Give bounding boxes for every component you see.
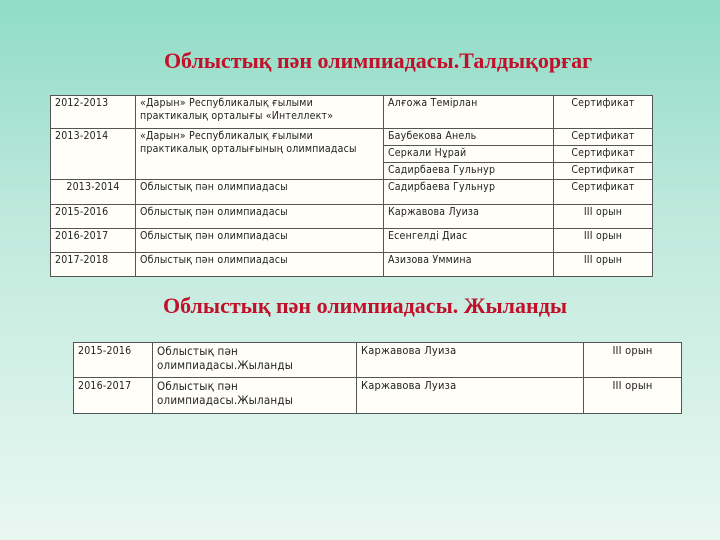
year-cell: 2015-2016 [51, 205, 136, 229]
result-cell: Сертификат [554, 96, 653, 129]
event-cell: Облыстық пән олимпиадасы [136, 180, 384, 205]
title-taldykorgan: Облыстық пән олимпиадасы.Талдықорғаг [163, 48, 593, 73]
result-cell: ІІІ орын [554, 253, 653, 277]
title-zhylandy: Облыстық пән олимпиадасы. Жыланды [162, 293, 567, 318]
olympiad-table-zhylandy [73, 342, 682, 414]
result-cell: ІІІ орын [554, 229, 653, 253]
table-row [51, 205, 653, 229]
table-row [51, 96, 653, 129]
student-cell: Каржавова Луиза [357, 343, 584, 378]
student-cell: Садирбаева Гульнур [384, 163, 554, 180]
result-cell: Сертификат [554, 146, 653, 163]
year-cell: 2012-2013 [51, 96, 136, 129]
result-cell: ІІІ орын [584, 378, 682, 414]
event-cell: Облыстық пән олимпиадасы [136, 205, 384, 229]
year-cell: 2013-2014 [51, 129, 136, 180]
student-cell: Алғожа Темірлан [384, 96, 554, 129]
table-row [74, 343, 682, 378]
table-row [51, 129, 653, 146]
student-cell: Азизова Уммина [384, 253, 554, 277]
student-cell: Серкали Нұрай [384, 146, 554, 163]
student-cell: Баубекова Анель [384, 129, 554, 146]
event-cell: Облыстық пән олимпиадасы.Жыланды [153, 378, 357, 414]
year-cell: 2013-2014 [51, 180, 136, 205]
event-cell: Облыстық пән олимпиадасы [136, 253, 384, 277]
student-cell: Есенгелді Диас [384, 229, 554, 253]
result-cell: Сертификат [554, 163, 653, 180]
student-cell: Каржавова Луиза [357, 378, 584, 414]
year-cell: 2017-2018 [51, 253, 136, 277]
year-cell: 2015-2016 [74, 343, 153, 378]
table-row [51, 180, 653, 205]
event-cell: Облыстық пән олимпиадасы.Жыланды [153, 343, 357, 378]
event-cell: «Дарын» Республикалық ғылыми практикалық орталығы «Интеллект» [136, 96, 384, 129]
year-cell: 2016-2017 [51, 229, 136, 253]
olympiad-table-taldykorgan [50, 95, 653, 277]
event-cell: «Дарын» Республикалық ғылыми практикалық орталығының олимпиадасы [136, 129, 384, 180]
table-row [51, 229, 653, 253]
result-cell: Сертификат [554, 180, 653, 205]
student-cell: Каржавова Луиза [384, 205, 554, 229]
table-row [74, 378, 682, 414]
student-cell: Садирбаева Гульнур [384, 180, 554, 205]
result-cell: Сертификат [554, 129, 653, 146]
result-cell: ІІІ орын [584, 343, 682, 378]
result-cell: ІІІ орын [554, 205, 653, 229]
year-cell: 2016-2017 [74, 378, 153, 414]
event-cell: Облыстық пән олимпиадасы [136, 229, 384, 253]
table-row [51, 253, 653, 277]
